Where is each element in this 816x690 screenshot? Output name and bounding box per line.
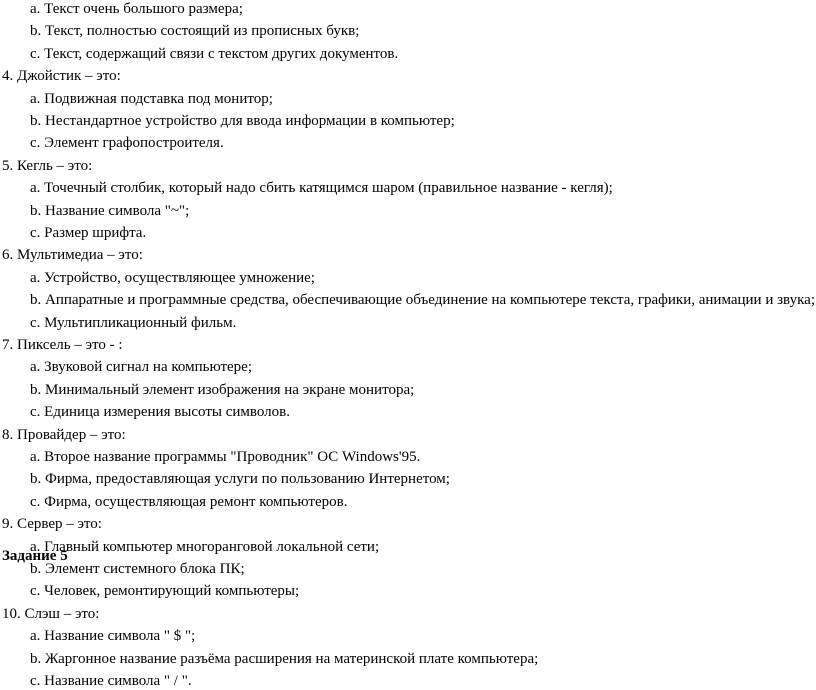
answer-option: c. Человек, ремонтирующий компьютеры; (30, 583, 300, 600)
answer-option: a. Название символа " $ "; (30, 628, 196, 645)
question-line: 8. Провайдер – это: (2, 426, 126, 443)
answer-option: c. Единица измерения высоты символов. (30, 404, 291, 421)
question-line: 6. Мультимедиа – это: (2, 247, 143, 264)
question-line: 7. Пиксель – это - : (2, 337, 123, 353)
answer-option: c. Элемент графопостроителя. (30, 135, 224, 152)
answer-option: c. Текст, содержащий связи с текстом других документов. (30, 45, 399, 62)
answer-option: c. Фирма, осуществляющая ремонт компьютеров. (30, 493, 348, 510)
answer-option: a. Звуковой сигнал на компьютере; (30, 359, 252, 376)
answer-option: b. Текст, полностью состоящий из прописных букв; (30, 23, 360, 40)
question-line: 9. Сервер – это: (2, 516, 102, 533)
answer-option: b. Нестандартное устройство для ввода информации в компьютер; (30, 113, 455, 129)
answer-option: b. Элемент системного блока ПК; (30, 561, 245, 577)
answer-option: a. Подвижная подставка под монитор; (30, 90, 273, 107)
answer-option: a. Текст очень большого размера; (30, 1, 243, 17)
answer-option: b. Минимальный элемент изображения на экране монитора; (30, 381, 415, 398)
question-line: 4. Джойстик – это: (2, 68, 121, 85)
answer-option: b. Фирма, предоставляющая услуги по пользованию Интернетом; (30, 471, 450, 488)
answer-option: b. Жаргонное название разъёма расширения на материнской плате компьютера; (30, 650, 539, 667)
answer-option: c. Название символа " / ". (30, 673, 192, 689)
answer-option: a. Второе название программы "Проводник" ОС Windows'95. (30, 449, 421, 465)
answer-option: c. Размер шрифта. (30, 225, 147, 241)
question-line: 5. Кегль – это: (2, 157, 93, 174)
answer-option: a. Устройство, осуществляющее умножение; (30, 269, 315, 286)
answer-option: c. Мультипликационный фильм. (30, 314, 237, 331)
section-heading: Задание 5 (2, 548, 68, 564)
answer-option: a. Точечный столбик, который надо сбить катящимся шаром (правильное название - кегля); (30, 180, 613, 197)
question-line: 10. Слэш – это: (2, 605, 100, 622)
answer-option: b. Аппаратные и программные средства, обеспечивающие объединение на компьютере текста, графики, анимации и звука; (30, 292, 815, 309)
answer-option: b. Название символа "~"; (30, 202, 190, 219)
answer-option: a. Главный компьютер многоранговой локальной сети; (30, 538, 380, 555)
